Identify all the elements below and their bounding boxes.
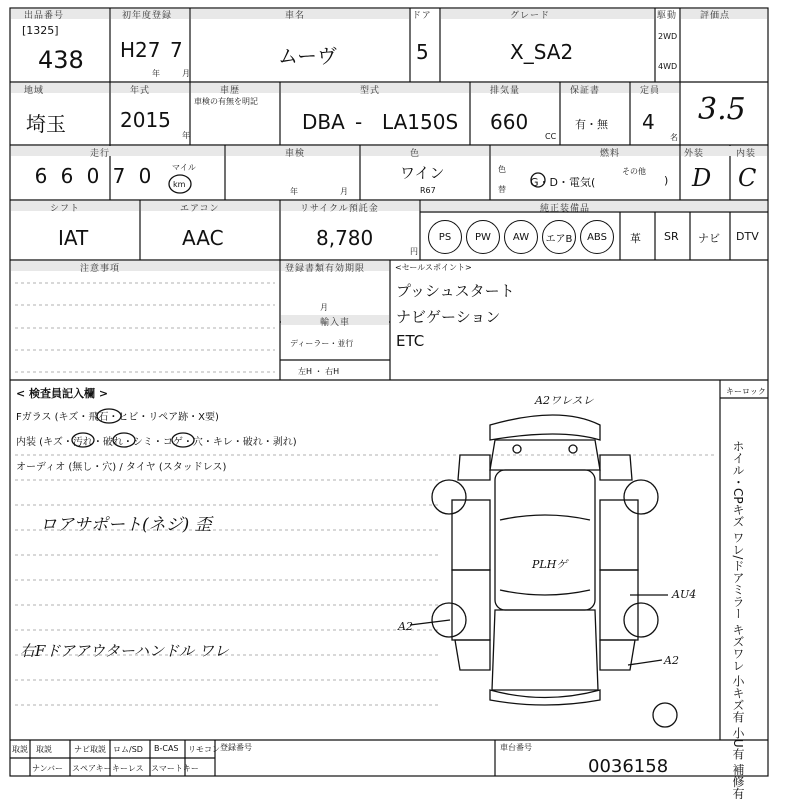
inspector-line-audio: オーディオ (無し・穴) / タイヤ (スタッドレス)	[16, 462, 227, 473]
mileage-digit: 6	[34, 164, 48, 188]
doc-label-4: B-CAS	[154, 744, 179, 753]
warranty-header: 保証書	[570, 86, 601, 96]
year-unit: 年	[152, 69, 160, 78]
selling-points-header: <セールスポイント>	[395, 263, 472, 272]
model-dash: -	[355, 110, 363, 134]
notes-header: 注意事項	[80, 264, 121, 274]
lot-bracket: [1325]	[22, 24, 59, 37]
inspector-line-glass: Fガラス (キズ・飛石・ヒビ・リペア跡・X要)	[16, 412, 219, 423]
equip-dtv: DTV	[736, 230, 759, 243]
car-name: ムーヴ	[278, 44, 337, 68]
doc-row2-1: ナンバー	[32, 764, 64, 773]
doc-row2-4: スマートキー	[151, 764, 199, 773]
recycle-value: 8,780	[316, 226, 374, 250]
handwritten-note-1: ロアサポート(ネジ) 歪	[40, 515, 212, 535]
year-unit-2: 年	[182, 131, 190, 140]
history-header: 車歴	[220, 86, 241, 96]
inspector-line-interior: 内装 (キズ・汚れ・破れ・シミ・コゲ・穴・キレ・破れ・剥れ)	[16, 437, 297, 448]
drive-4wd: 4WD	[658, 62, 678, 71]
model-header: 型式	[360, 86, 381, 96]
first-reg-era: H27	[120, 38, 161, 62]
month-unit: 月	[182, 69, 190, 78]
mileage-digit: 7	[112, 164, 126, 188]
doc-label-2: ナビ取説	[74, 745, 106, 754]
cc-unit: CC	[545, 132, 557, 141]
import-dealer: ディーラー・並行	[290, 339, 354, 348]
doc-label-0: 取説	[12, 745, 28, 754]
import-header: 輸入車	[320, 318, 351, 328]
displacement-header: 排気量	[490, 86, 521, 96]
equip-airbag: エアB	[542, 220, 576, 254]
drive-2wd: 2WD	[658, 32, 678, 41]
equip-pw: PW	[466, 220, 500, 254]
exterior-value: D	[692, 164, 712, 192]
first-reg-month: 7	[170, 38, 183, 62]
mileage-digits	[32, 164, 154, 188]
selling-point-1: プッシュスタート	[396, 282, 515, 300]
mark-top: A2ワレスレ	[535, 394, 594, 407]
equip-sr: SR	[664, 230, 679, 243]
handwritten-note-2: 右Fドアアウターハンドル ワレ	[20, 642, 229, 660]
mark-bottom: A2	[664, 654, 679, 667]
model-value: LA150S	[382, 110, 459, 134]
fuel-close: )	[664, 174, 669, 187]
year-header: 年式	[130, 86, 151, 96]
mileage-km: km	[173, 180, 186, 189]
region-header: 地域	[24, 86, 45, 96]
mileage-digit: 0	[138, 164, 152, 188]
capacity-unit: 名	[670, 133, 678, 142]
inspection-header: 車検	[285, 149, 306, 159]
chassis-label: 車台番号	[500, 743, 532, 752]
doc-label-1: 取説	[36, 745, 52, 754]
doc-row2-3: キーレス	[112, 764, 144, 773]
aircon-value: AAC	[182, 226, 224, 250]
color-value: ワイン	[400, 164, 445, 182]
color-code: R67	[420, 186, 436, 195]
drive-header: 駆動	[657, 11, 678, 21]
displacement-value: 660	[490, 110, 529, 134]
color-label-2: 替	[498, 185, 506, 194]
yen-unit: 円	[410, 247, 418, 256]
interior-value: C	[738, 164, 757, 192]
score-header: 評価点	[700, 11, 731, 21]
lot-number: 438	[38, 46, 84, 74]
equip-leather: 革	[630, 232, 641, 245]
first-reg-header: 初年度登録	[122, 11, 173, 21]
fuel-value: G・D・電気(	[530, 176, 596, 189]
year-value: 2015	[120, 108, 171, 132]
equip-navi: ナビ	[698, 232, 720, 245]
mark-center: PLHゲ	[532, 558, 568, 571]
score-value: 3.5	[698, 92, 746, 127]
equipment-header: 純正装備品	[540, 204, 591, 214]
selling-point-3: ETC	[396, 332, 425, 350]
mileage-miles: マイル	[172, 163, 196, 172]
history-note: 車検の有無を明記	[194, 97, 258, 106]
capacity-value: 4	[642, 110, 655, 134]
model-prefix: DBA	[302, 110, 345, 134]
mileage-digit: 6	[60, 164, 74, 188]
inspection-year: 年	[290, 187, 298, 196]
reg-no-label: 登録番号	[220, 743, 252, 752]
equip-abs: ABS	[580, 220, 614, 254]
inspection-month: 月	[340, 187, 348, 196]
mileage-digit: 0	[86, 164, 100, 188]
import-steering: 左H ・ 右H	[298, 367, 340, 376]
chassis-number: 0036158	[588, 756, 669, 777]
keylock-label: キーロック	[726, 387, 766, 396]
equip-aw: AW	[504, 220, 538, 254]
fuel-header: 燃料	[600, 149, 621, 159]
doors-value: 5	[416, 40, 429, 64]
regdoc-month: 月	[320, 303, 328, 312]
mileage-header: 走行	[90, 149, 111, 159]
mark-left: A2	[398, 620, 413, 633]
shift-header: シフト	[50, 204, 81, 214]
grade-value: X_SA2	[510, 40, 574, 64]
inspector-header: < 検査員記入欄 >	[16, 387, 109, 400]
doc-row2-2: スペアキー	[72, 764, 112, 773]
car-name-header: 車名	[285, 11, 306, 21]
mark-right: AU4	[672, 588, 697, 601]
warranty-value: 有・無	[575, 118, 608, 131]
exterior-header: 外装	[684, 149, 705, 159]
doc-label-3: ロム/SD	[113, 745, 143, 754]
shift-value: IAT	[58, 226, 89, 250]
aircon-header: エアコン	[180, 204, 220, 214]
region-value: 埼玉	[26, 112, 66, 136]
color-header: 色	[410, 149, 421, 159]
interior-header: 内装	[736, 149, 757, 159]
side-vertical-note: ホイル・CPキズ ワレ/ドアミラー キズワレ 小キズ有 小U有 補修有	[731, 440, 745, 800]
lot-header: 出品番号	[24, 11, 65, 21]
doors-header: ドア	[412, 11, 432, 21]
grade-header: グレード	[510, 11, 551, 21]
regdoc-header: 登録書類有効期限	[285, 264, 366, 274]
doc-label-5: リモコン	[188, 745, 220, 754]
capacity-header: 定員	[640, 86, 661, 96]
equip-ps: PS	[428, 220, 462, 254]
selling-point-2: ナビゲーション	[396, 308, 501, 326]
fuel-other: その他	[622, 167, 646, 176]
recycle-header: リサイクル預託金	[300, 204, 379, 214]
color-label-1: 色	[498, 165, 506, 174]
